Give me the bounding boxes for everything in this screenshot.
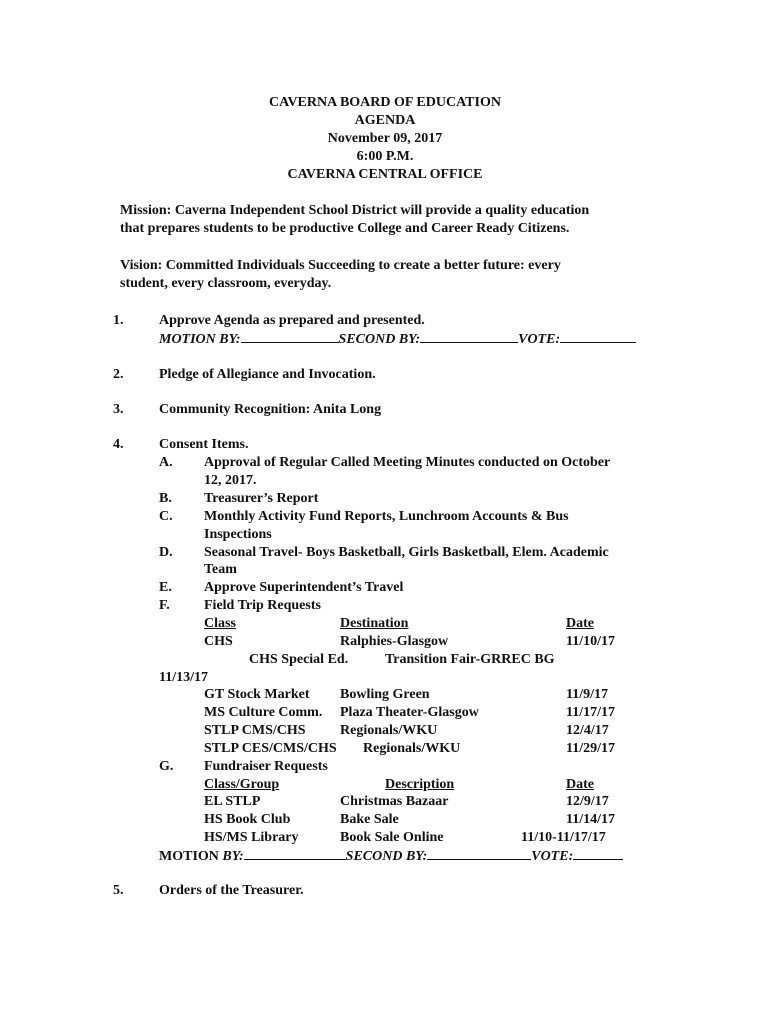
field-trip-row-4-date: 11/17/17: [566, 705, 616, 720]
item-5-text: Orders of the Treasurer.: [159, 883, 304, 898]
item-4b-letter: B.: [159, 491, 172, 506]
field-trip-row-5-class: STLP CMS/CHS: [204, 723, 306, 738]
field-trip-row-3-class: GT Stock Market: [204, 687, 310, 702]
item-4f-text: Field Trip Requests: [204, 598, 321, 613]
item-2-number: 2.: [113, 367, 124, 382]
field-trip-row-2-date: 11/13/17: [159, 670, 209, 685]
vote-blank: [573, 847, 623, 860]
item-3-text: Community Recognition: Anita Long: [159, 402, 382, 417]
item-4e-letter: E.: [159, 580, 172, 595]
field-trip-row-2-class: CHS Special Ed.: [249, 652, 349, 667]
fundraiser-row-3-group: HS/MS Library: [204, 830, 299, 845]
item-4c-line-1: Monthly Activity Fund Reports, Lunchroom Accounts & Bus: [204, 509, 569, 524]
second-by-label: SECOND BY:: [345, 849, 428, 864]
meeting-time: 6:00 P.M.: [356, 149, 414, 164]
vision-line-2: student, every classroom, everyday.: [120, 276, 332, 291]
motion-by-suffix: BY:: [222, 849, 244, 864]
fundraiser-row-2-description: Bake Sale: [340, 812, 399, 827]
item-4d-line-2: Team: [204, 562, 237, 577]
item-5-number: 5.: [113, 883, 124, 898]
field-trip-row-6-date: 11/29/17: [566, 741, 616, 756]
item-4e-text: Approve Superintendent’s Travel: [204, 580, 404, 595]
motion-by-label: MOTION BY:: [159, 332, 241, 347]
field-trip-header-destination: Destination: [340, 616, 409, 631]
vision-line-1: Vision: Committed Individuals Succeeding to create a better future: every: [120, 258, 561, 273]
item-4c-line-2: Inspections: [204, 527, 272, 542]
item-4b-text: Treasurer’s Report: [204, 491, 319, 506]
field-trip-row-6-class: STLP CES/CMS/CHS: [204, 741, 337, 756]
fundraiser-header-description: Description: [385, 777, 455, 792]
item-4-number: 4.: [113, 437, 124, 452]
item-4d-line-1: Seasonal Travel- Boys Basketball, Girls Basketball, Elem. Academic: [204, 545, 609, 560]
fundraiser-row-2-group: HS Book Club: [204, 812, 291, 827]
fundraiser-row-3-description: Book Sale Online: [340, 830, 444, 845]
second-by-blank: [420, 330, 518, 343]
mission-line-1: Mission: Caverna Independent School District will provide a quality education: [120, 203, 590, 218]
field-trip-row-3-destination: Bowling Green: [340, 687, 430, 702]
fundraiser-row-1-description: Christmas Bazaar: [340, 794, 449, 809]
item-1-motion-line: [159, 330, 636, 349]
board-title: CAVERNA BOARD OF EDUCATION: [269, 95, 501, 110]
mission-line-2: that prepares students to be productive College and Career Ready Citizens.: [120, 221, 570, 236]
item-4a-letter: A.: [159, 455, 173, 470]
field-trip-row-6-destination: Regionals/WKU: [363, 741, 461, 756]
second-by-blank: [427, 847, 531, 860]
field-trip-row-1-destination: Ralphies-Glasgow: [340, 634, 449, 649]
motion-by-blank: [244, 847, 346, 860]
item-3-number: 3.: [113, 402, 124, 417]
item-4-text: Consent Items.: [159, 437, 249, 452]
item-2-text: Pledge of Allegiance and Invocation.: [159, 367, 376, 382]
fundraiser-row-3-date: 11/10-11/17/17: [521, 830, 606, 845]
item-4a-line-1: Approval of Regular Called Meeting Minutes conducted on October: [204, 455, 611, 470]
vote-label: VOTE:: [518, 332, 561, 347]
motion-word: MOTION: [159, 849, 219, 864]
vote-blank: [560, 330, 636, 343]
motion-by-blank: [241, 330, 339, 343]
item-1-text: Approve Agenda as prepared and presented.: [159, 313, 425, 328]
fundraiser-row-1-group: EL STLP: [204, 794, 261, 809]
item-4g-letter: G.: [159, 759, 174, 774]
meeting-location: CAVERNA CENTRAL OFFICE: [287, 167, 483, 182]
field-trip-row-1-date: 11/10/17: [566, 634, 616, 649]
item-1-number: 1.: [113, 313, 124, 328]
fundraiser-header-group: Class/Group: [204, 777, 280, 792]
field-trip-row-2-destination: Transition Fair-GRREC BG: [385, 652, 555, 667]
field-trip-row-4-destination: Plaza Theater-Glasgow: [340, 705, 479, 720]
fundraiser-header-date: Date: [566, 777, 594, 792]
item-4f-letter: F.: [159, 598, 170, 613]
fundraiser-row-1-date: 12/9/17: [566, 794, 609, 809]
meeting-date: November 09, 2017: [327, 131, 443, 146]
field-trip-row-1-class: CHS: [204, 634, 233, 649]
item-4g-text: Fundraiser Requests: [204, 759, 328, 774]
vote-label: VOTE:: [531, 849, 574, 864]
field-trip-header-class: Class: [204, 616, 236, 631]
item-4c-letter: C.: [159, 509, 173, 524]
item-4-motion-line: [159, 847, 623, 866]
field-trip-header-date: Date: [566, 616, 594, 631]
field-trip-row-3-date: 11/9/17: [566, 687, 609, 702]
field-trip-row-4-class: MS Culture Comm.: [204, 705, 323, 720]
agenda-title: AGENDA: [354, 113, 416, 128]
second-by-label: SECOND BY:: [338, 332, 421, 347]
fundraiser-row-2-date: 11/14/17: [566, 812, 616, 827]
field-trip-row-5-date: 12/4/17: [566, 723, 609, 738]
field-trip-row-5-destination: Regionals/WKU: [340, 723, 438, 738]
item-4d-letter: D.: [159, 545, 173, 560]
item-4a-line-2: 12, 2017.: [204, 473, 257, 488]
